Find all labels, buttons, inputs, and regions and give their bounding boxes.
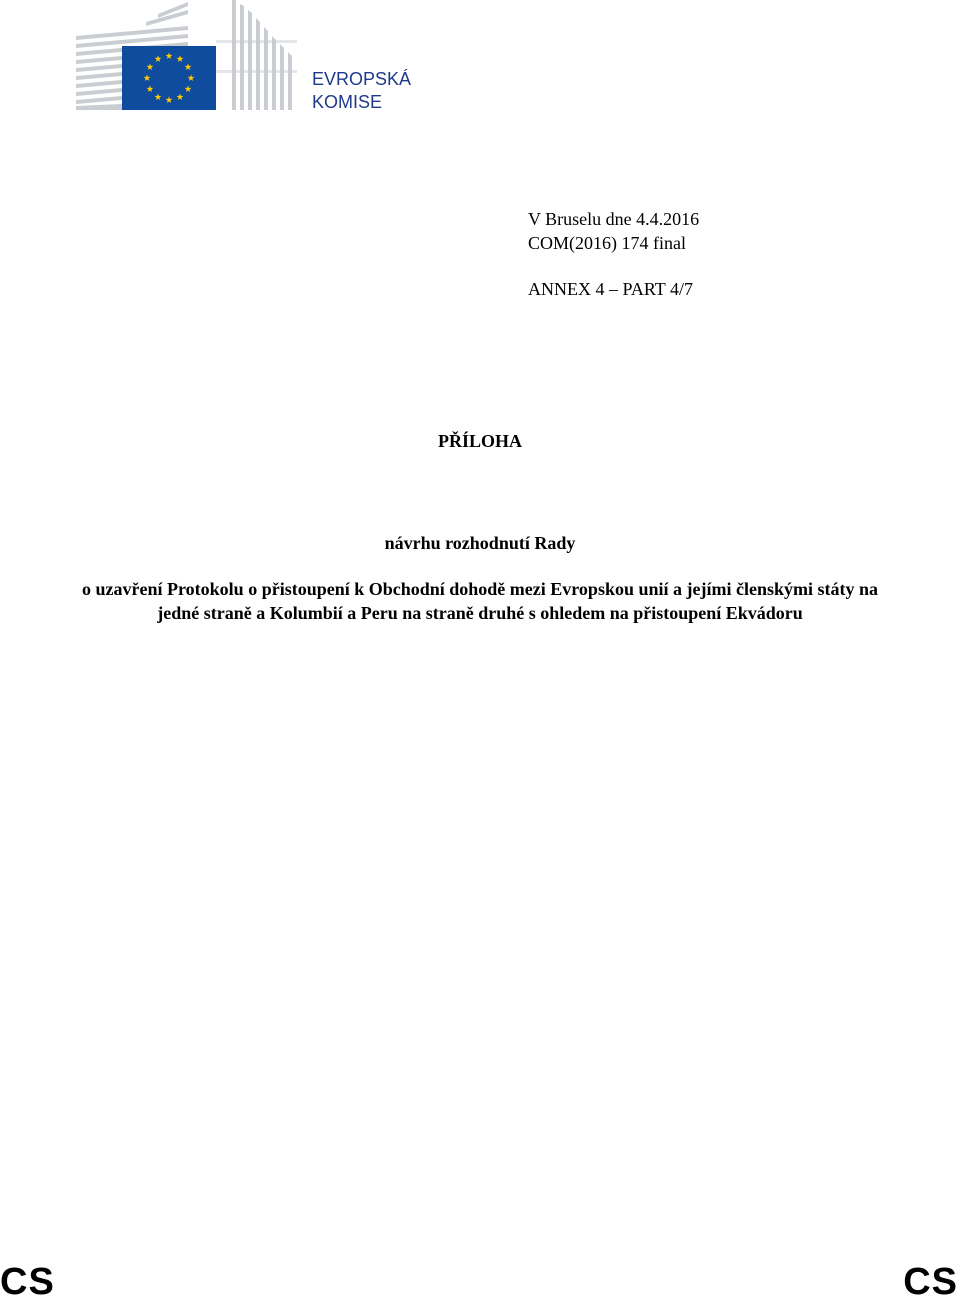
organization-name [312,68,411,114]
language-code-right: CS [903,1261,958,1303]
document-subject: o uzavření Protokolu o přistoupení k Obchodní dohodě mezi Evropskou unií a jejími členskými státy na jedné straně a Kolumbií a Peru na straně druhé s ohledem na přistoupení Ekvádoru [82,579,878,623]
language-code-left: CS [0,1261,55,1303]
european-commission-logo-icon [76,0,298,112]
organization-name-line1: EVROPSKÁ [312,69,412,89]
document-date: V Bruselu dne 4.4.2016 [528,209,700,229]
document-reference: COM(2016) 174 final [528,233,686,253]
document-title: PŘÍLOHA [437,431,522,451]
organization-name-line2: KOMISE [312,92,383,112]
proposal-heading: návrhu rozhodnutí Rady [384,533,576,553]
annex-label: ANNEX 4 – PART 4/7 [528,279,693,299]
